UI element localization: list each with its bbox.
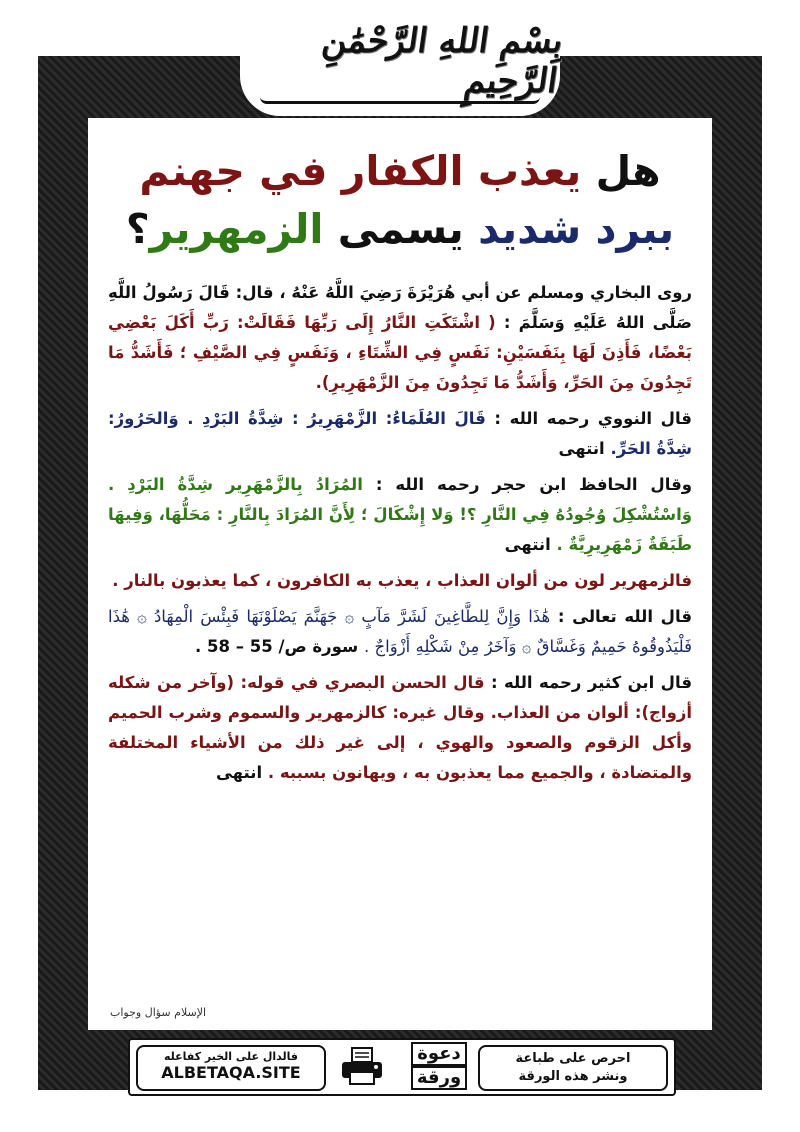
quran-paragraph: [108, 602, 692, 662]
source-credit: الإسلام سؤال وجواب: [110, 1006, 207, 1019]
ibn-hajar-end: انتهى: [504, 535, 551, 554]
title-zamharir: الزمهرير: [149, 205, 324, 253]
ibn-hajar-quote: المُرَادُ بِالزَّمْهَرِير شِدَّةُ البَرْدِ . وَاسْتُشْكِلَ وُجُودُهُ فِي النَّارِ ؟! وَلا إِشْكَالَ ؛ لِأَنَّ المُرَادَ بِالنَّارِ : مَحَلُّهَا، وَفِيهَا طَبَقَةٌ زَمْهَرِيرِيَّةٌ .: [108, 475, 692, 554]
calligraphy-ornament: [260, 97, 540, 104]
footer-print-box: [478, 1045, 668, 1091]
conclusion-paragraph: [108, 566, 692, 596]
nawawi-paragraph: [108, 404, 692, 464]
printer-icon: [338, 1046, 386, 1086]
logo-top: دعوة: [411, 1042, 466, 1066]
hadith-text: ( اشْتَكَتِ النَّارُ إِلَى رَبِّهَا فَقَالَتْ: رَبِّ أَكَلَ بَعْضِي بَعْضًا، فَأَذِنَ لَهَا بِنَفَسَيْنِ: نَفَسٍ فِي الشِّتَاءِ ، وَنَفَسٍ فِي الصَّيْفِ ؛ فَأَشَدُّ مَا تَجِدُونَ مِنَ الحَرِّ، وَأَشَدُّ مَا تَجِدُونَ مِنَ الزَّمْهَرِيرِ).: [108, 313, 692, 392]
ibn-kathir-end: انتهى: [215, 763, 263, 782]
bismillah-text: بِسْمِ اللهِ الرَّحْمَٰنِ الرَّحِيمِ: [319, 21, 566, 101]
page-title: [88, 142, 712, 258]
dawa-waraqa-logo: [402, 1044, 476, 1088]
nawawi-quote-2: وَالحَرُورُ: شِدَّةُ الحَرِّ.: [108, 409, 692, 458]
quran-reference: سورة ص/ 55 – 58 .: [195, 637, 359, 656]
footer-site-link[interactable]: ALBETAQA.SITE: [161, 1063, 301, 1082]
title-line1-rest: يعذب الكفار في جهنم: [139, 147, 582, 195]
ibn-kathir-intro: قال ابن كثير رحمه الله :: [490, 673, 693, 692]
footer-print-line1: احرص على طباعة: [515, 1051, 631, 1066]
quran-verses: هَٰذَا وَإِنَّ لِلطَّاغِينَ لَشَرَّ مَآبٍ ۞ جَهَنَّمَ يَصْلَوْنَهَا فَبِئْسَ الْمِهَادُ ۞ هَٰذَا فَلْيَذُوقُوهُ حَمِيمٌ وَغَسَّاقٌ ۞ وَآخَرُ مِنْ شَكْلِهِ أَزْوَاجٌ .: [108, 607, 692, 656]
nawawi-quote-1: قَالَ العُلَمَاءُ: الزَّمْهَرِيرُ : شِدَّةُ البَرْدِ .: [187, 409, 486, 428]
nawawi-end: انتهى: [558, 439, 605, 458]
title-called: يسمى: [337, 205, 464, 253]
bismillah-header: [240, 6, 566, 116]
ibn-kathir-paragraph: [108, 668, 692, 788]
conclusion-text: فالزمهرير لون من ألوان العذاب ، يعذب به الكافرون ، كما يعذبون بالنار .: [112, 571, 692, 590]
nawawi-intro: قال النووي رحمه الله :: [494, 409, 692, 428]
ibn-hajar-intro: وقال الحافظ ابن حجر رحمه الله :: [375, 475, 692, 494]
title-severe-cold: ببرد شديد: [478, 205, 675, 253]
hadith-paragraph: [108, 278, 692, 398]
footer-slogan: فالدال على الخير كفاعله: [163, 1050, 299, 1063]
ibn-kathir-quote: قال الحسن البصري في قوله: (وآخر من شكله أزواج): ألوان من العذاب. وقال غيره: كالزمهرير والسموم وشرب الحميم وأكل الزقوم والصعود والهوي ، إلى غير ذلك من الأشياء المختلفة والمتضادة ، والجميع مما يعذبون به ، ويهانون بسببه .: [108, 673, 692, 782]
logo-bottom: ورقة: [411, 1066, 467, 1090]
quran-intro: قال الله تعالى :: [557, 607, 692, 626]
content-panel: [88, 118, 712, 1030]
article-body: [108, 278, 692, 794]
title-question-mark: ؟: [125, 205, 150, 253]
footer-site-box: [136, 1045, 326, 1091]
title-word-hal: هل: [595, 147, 661, 195]
footer-bar: [128, 1038, 676, 1096]
hadith-intro: روى البخاري ومسلم عن أبي هُرَيْرَةَ رَضِيَ اللَّهُ عَنْهُ ، قال: قَالَ رَسُولُ اللَّهِ صَلَّى اللهُ عَلَيْهِ وَسَلَّمَ :: [108, 283, 692, 332]
ibn-hajar-paragraph: [108, 470, 692, 560]
footer-print-line2: ونشر هذه الورقة: [518, 1069, 628, 1084]
